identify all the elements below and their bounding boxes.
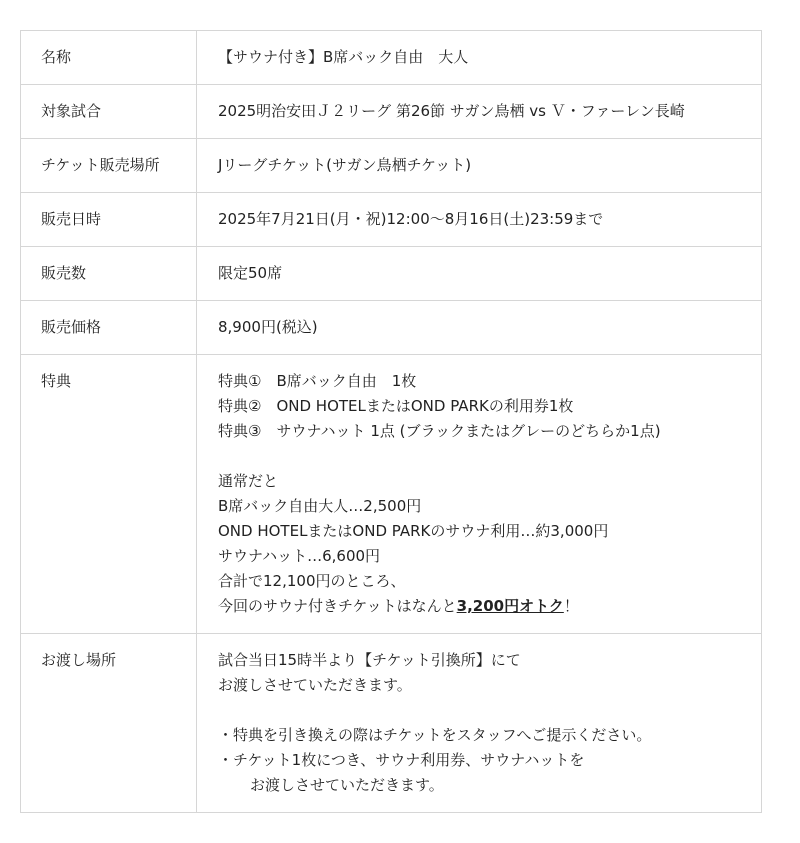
delivery-cell (197, 634, 762, 813)
row-value: 【サウナ付き】B席バック自由 大人 (197, 31, 762, 85)
delivery-note-continuation: お渡しさせていただきます。 (250, 776, 444, 794)
savings-line (218, 594, 761, 619)
benefit-item: 特典③ サウナハット 1点 (ブラックまたはグレーのどちらか1点) (218, 422, 661, 440)
normal-price-line: OND HOTELまたはOND PARKのサウナ利用…約3,000円 (218, 522, 609, 540)
row-label: 特典 (21, 355, 197, 634)
row-label: 対象試合 (21, 85, 197, 139)
table-row-sales-period (21, 193, 762, 247)
savings-amount: 3,200円オトク (456, 597, 564, 615)
row-value: 限定50席 (197, 247, 762, 301)
table-row-match (21, 85, 762, 139)
ticket-info-table (20, 30, 762, 813)
spacer (218, 444, 761, 469)
row-label: 販売数 (21, 247, 197, 301)
benefit-item: 特典② OND HOTELまたはOND PARKの利用券1枚 (218, 397, 574, 415)
table-row-name (21, 31, 762, 85)
row-value: 2025年7月21日(月・祝)12:00～8月16日(土)23:59まで (197, 193, 762, 247)
normal-price-line: B席バック自由大人…2,500円 (218, 497, 422, 515)
row-value: 8,900円(税込) (197, 301, 762, 355)
row-label: 販売価格 (21, 301, 197, 355)
delivery-note: ・特典を引き換えの際はチケットをスタッフへご提示ください。 (218, 726, 652, 744)
savings-suffix: ！ (563, 597, 579, 615)
row-value: Jリーグチケット(サガン鳥栖チケット) (197, 139, 762, 193)
spacer (218, 698, 761, 723)
benefits-cell (197, 355, 762, 634)
table-row-benefits (21, 355, 762, 634)
benefit-item: 特典① B席バック自由 1枚 (218, 372, 417, 390)
table-row-sales-place (21, 139, 762, 193)
row-label: チケット販売場所 (21, 139, 197, 193)
delivery-line: 試合当日15時半より【チケット引換所】にて (218, 651, 521, 669)
row-value: 2025明治安田Ｊ２リーグ 第26節 サガン鳥栖 vs Ｖ・ファーレン長崎 (197, 85, 762, 139)
row-label: 名称 (21, 31, 197, 85)
normal-price-heading: 通常だと (218, 472, 279, 490)
table-row-quantity (21, 247, 762, 301)
normal-price-line: 合計で12,100円のところ、 (218, 572, 406, 590)
delivery-line: お渡しさせていただきます。 (218, 676, 412, 694)
row-label: 販売日時 (21, 193, 197, 247)
table-row-delivery (21, 634, 762, 813)
savings-prefix: 今回のサウナ付きチケットはなんと (218, 597, 457, 615)
normal-price-line: サウナハット…6,600円 (218, 547, 381, 565)
table-row-price (21, 301, 762, 355)
row-label: お渡し場所 (21, 634, 197, 813)
delivery-note: ・チケット1枚につき、サウナ利用券、サウナハットを (218, 751, 585, 769)
